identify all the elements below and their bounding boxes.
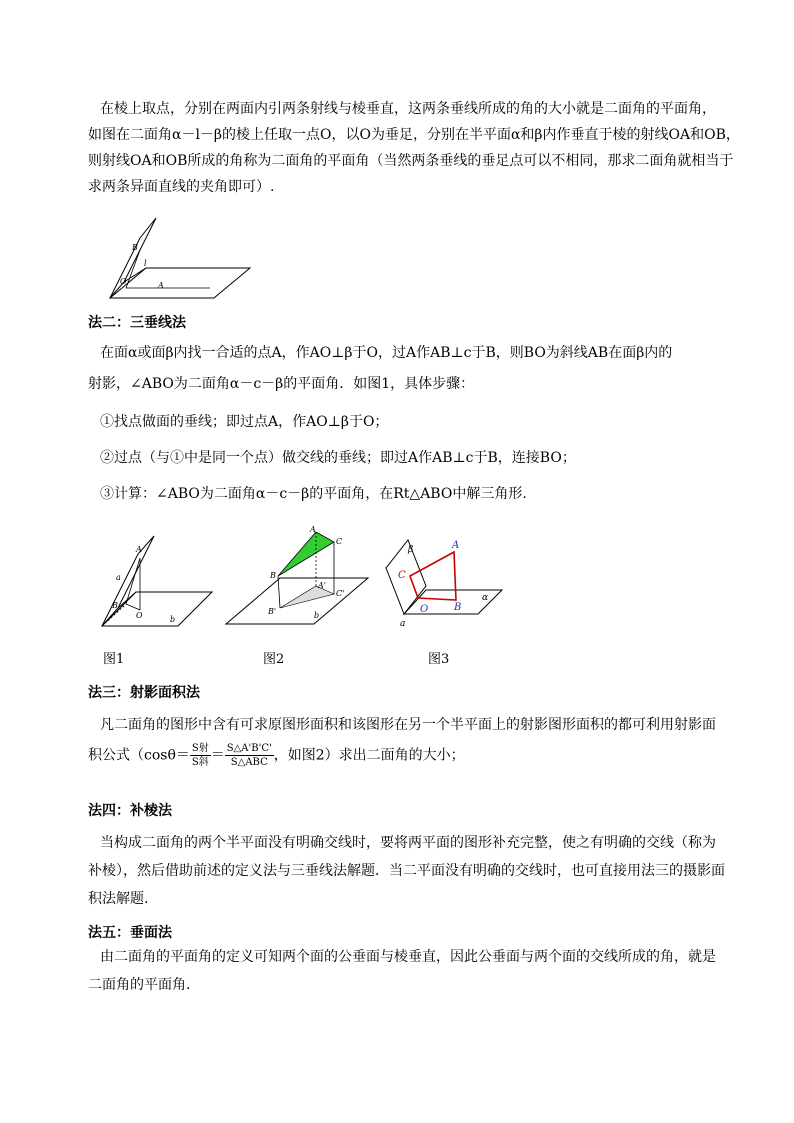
method4-para-line-2: 补棱），然后借助前述的定义法与三垂线法解题．当二平面没有明确的交线时，也可直接用法三的摄影面 bbox=[88, 863, 725, 879]
method2-step-1: ①找点做面的垂线；即过点A，作AO⊥β于O； bbox=[100, 414, 389, 430]
method3-para-line-2 bbox=[88, 742, 728, 769]
method4-heading: 法四：补棱法 bbox=[88, 803, 172, 819]
fig1-label-a-lower: a bbox=[116, 573, 121, 582]
fig3-red-path bbox=[410, 552, 456, 600]
method3-formula-prefix: 积公式（cosθ＝ bbox=[88, 747, 190, 764]
fig2-triangle-abc bbox=[278, 532, 334, 576]
method3-formula-suffix: ，如图2）求出二面角的大小； bbox=[273, 747, 465, 764]
fig0-label-o: O bbox=[120, 277, 127, 286]
method2-heading: 法二：三垂线法 bbox=[88, 315, 186, 331]
fig3-label-a-lower: a bbox=[400, 619, 406, 629]
fig3-label-alpha: α bbox=[482, 593, 489, 603]
intro-line-2: 如图在二面角α－l－β的棱上任取一点O，以O为垂足，分别在半平面α和β内作垂直于棱的射线OA和OB， bbox=[88, 127, 740, 143]
fig0-label-a: A bbox=[158, 281, 164, 290]
fig2-label-b-prime: B' bbox=[268, 607, 277, 616]
formula-fraction-1-numerator: S射 bbox=[191, 743, 209, 754]
fig2-label-b-lower: b bbox=[314, 611, 320, 620]
fig2-label-a-prime: A' bbox=[318, 581, 326, 590]
figure-2 bbox=[222, 522, 372, 632]
fig1-label-b-lower: b bbox=[170, 615, 176, 624]
method2-para-line-1: 在面α或面β内找一合适的点A，作AO⊥β于O，过A作AB⊥c于B，则BO为斜线AB在面β内的 bbox=[100, 345, 673, 361]
fig2-label-c: C bbox=[336, 537, 343, 546]
intro-line-1: 在棱上取点，分别在两面内引两条射线与棱垂直，这两条垂线所成的角的大小就是二面角的平面角， bbox=[100, 101, 716, 117]
method5-para-line-1: 由二面角的平面角的定义可知两个面的公垂面与棱垂直，因此公垂面与两个面的交线所成的角，就是 bbox=[100, 949, 716, 965]
method2-para-line-2: 射影，∠ABO为二面角α－c－β的平面角．如图1，具体步骤： bbox=[88, 376, 475, 392]
figure-dihedral-definition bbox=[100, 214, 260, 306]
method5-para-line-2: 二面角的平面角. bbox=[88, 977, 191, 993]
method5-heading: 法五：垂面法 bbox=[88, 925, 172, 941]
method3-para-line-1: 凡二面角的图形中含有可求原图形面积和该图形在另一个半平面上的射影图形面积的都可利用射影面 bbox=[100, 717, 716, 733]
fig3-label-o: O bbox=[420, 604, 429, 615]
figure-3 bbox=[382, 532, 504, 632]
formula-equals: ＝ bbox=[210, 747, 225, 764]
intro-line-3: 则射线OA和OB所成的角称为二面角的平面角（当然两条垂线的垂足点可以不相同，那求二面角就相当于 bbox=[88, 153, 734, 169]
method2-step-3: ③计算：∠ABO为二面角α－c－β的平面角，在Rt△ABO中解三角形. bbox=[100, 486, 527, 502]
fig2-label-a: A bbox=[310, 525, 316, 534]
fig3-label-a: A bbox=[452, 540, 460, 551]
method2-step-2: ②过点（与①中是同一个点）做交线的垂线；即过A作AB⊥c于B，连接BO； bbox=[100, 450, 576, 466]
figure-3-caption: 图3 bbox=[428, 652, 450, 667]
fig3-label-beta: β bbox=[408, 545, 414, 555]
method4-para-line-1: 当构成二面角的两个半平面没有明确交线时，要将两平面的图形补充完整，使之有明确的交线（称为 bbox=[100, 835, 716, 851]
fig2-label-c-prime: C' bbox=[336, 589, 345, 598]
formula-fraction-1 bbox=[190, 742, 211, 769]
fig1-label-a-upper: A bbox=[136, 545, 142, 554]
figure-1 bbox=[96, 528, 218, 632]
method3-heading: 法三：射影面积法 bbox=[88, 685, 200, 701]
formula-fraction-2 bbox=[225, 742, 274, 769]
fig2-label-b: B bbox=[270, 571, 276, 580]
figure-1-caption: 图1 bbox=[103, 652, 125, 667]
fig3-label-c: C bbox=[398, 570, 406, 581]
fig1-label-o: O bbox=[136, 611, 143, 620]
fig3-label-b: B bbox=[454, 602, 462, 613]
method4-para-line-3: 积法解题. bbox=[88, 891, 149, 907]
formula-fraction-2-denominator: S△ABC bbox=[230, 757, 268, 768]
fig0-label-l: l bbox=[144, 259, 147, 268]
formula-fraction-1-denominator: S斜 bbox=[191, 757, 209, 768]
fig1-label-b: B bbox=[112, 601, 118, 610]
formula-fraction-2-numerator: S△A'B'C' bbox=[226, 743, 272, 754]
fig0-label-b: B bbox=[132, 243, 138, 252]
figure-2-caption: 图2 bbox=[263, 652, 285, 667]
intro-line-4: 求两条异面直线的夹角即可）. bbox=[88, 179, 275, 195]
